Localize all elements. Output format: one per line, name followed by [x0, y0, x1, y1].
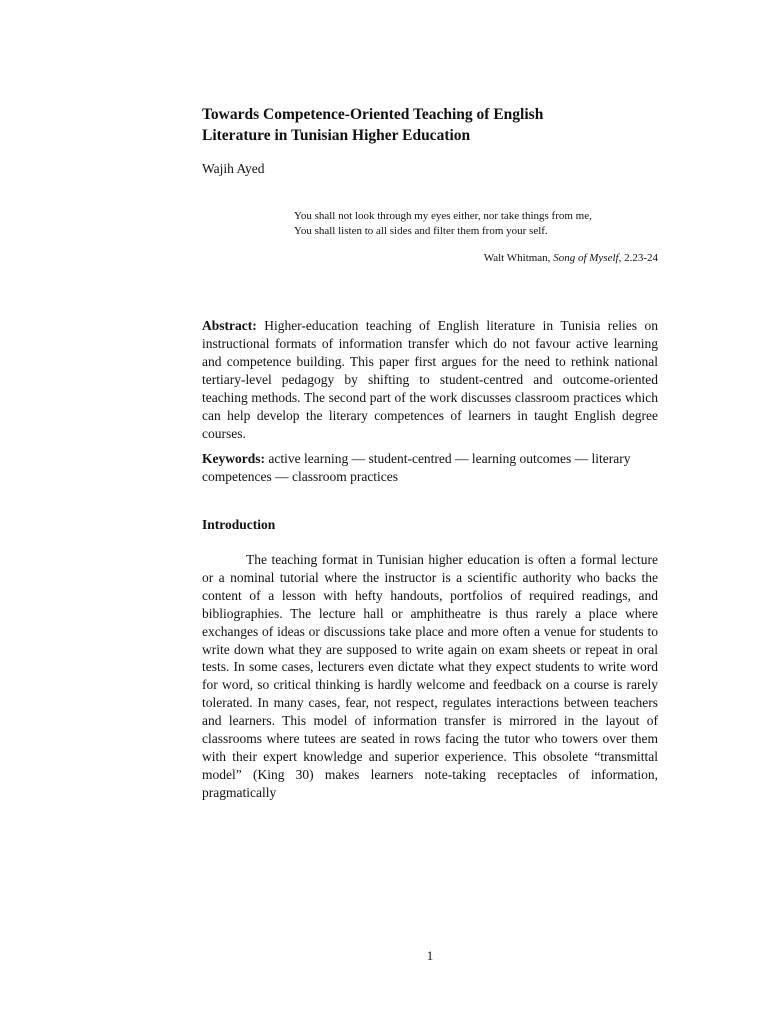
abstract-label: Abstract: — [202, 318, 257, 333]
keywords-text: active learning — student-centred — learning outcomes — literary competences — classroom practices — [202, 451, 631, 484]
introduction-paragraph-text: The teaching format in Tunisian higher education is often a formal lecture or a nominal tutorial where the instructor is a scientific authority who backs the content of a lesson with hefty handouts, portfolios of required readings, and bibliographies. The lecture hall or amphitheatre is thus rarely a place where exchanges of ideas or discussions take place and more often a venue for students to write down what they are supposed to write again on exam sheets or repeat in oral tests. In some cases, lecturers even dictate what they expect students to write word for word, so critical thinking is hardly welcome and feedback on a course is rarely tolerated. In many cases, fear, not respect, regulates interactions between teachers and learners. This model of information transfer is mirrored in the layout of classrooms where tutees are seated in rows facing the tutor who towers over them with their expert knowledge and superior experience. This obsolete “transmittal model” (King 30) makes learners note-taking receptacles of information, pragmatically — [202, 552, 658, 800]
introduction-paragraph — [202, 551, 658, 802]
abstract — [202, 317, 658, 443]
attribution-work-title: Song of Myself — [553, 252, 619, 264]
epigraph-line-2: You shall listen to all sides and filter them from your self. — [294, 225, 548, 237]
attribution-lines: , 2.23-24 — [618, 252, 658, 264]
author-name: Wajih Ayed — [202, 161, 265, 176]
page-number: 1 — [426, 948, 434, 963]
epigraph — [294, 209, 664, 239]
keywords-label: Keywords: — [202, 451, 265, 466]
introduction-heading: Introduction — [202, 517, 276, 532]
paper-title-line-2: Literature in Tunisian Higher Education — [202, 127, 471, 144]
paper-title — [202, 104, 662, 146]
epigraph-attribution — [484, 251, 658, 266]
paper-title-line-1: Towards Competence-Oriented Teaching of English — [202, 106, 544, 123]
epigraph-line-1: You shall not look through my eyes either, nor take things from me, — [294, 210, 592, 222]
abstract-text: Higher-education teaching of English literature in Tunisia relies on instructional formats of information transfer which do not favour active learning and competence building. This paper first argues for the need to rethink national tertiary-level pedagogy by shifting to student-centred and outcome-oriented teaching methods. The second part of the work discusses classroom practices which can help develop the literary competences of learners in taught English degree courses. — [202, 318, 658, 441]
attribution-author: Walt Whitman, — [483, 252, 554, 264]
keywords — [202, 450, 658, 486]
